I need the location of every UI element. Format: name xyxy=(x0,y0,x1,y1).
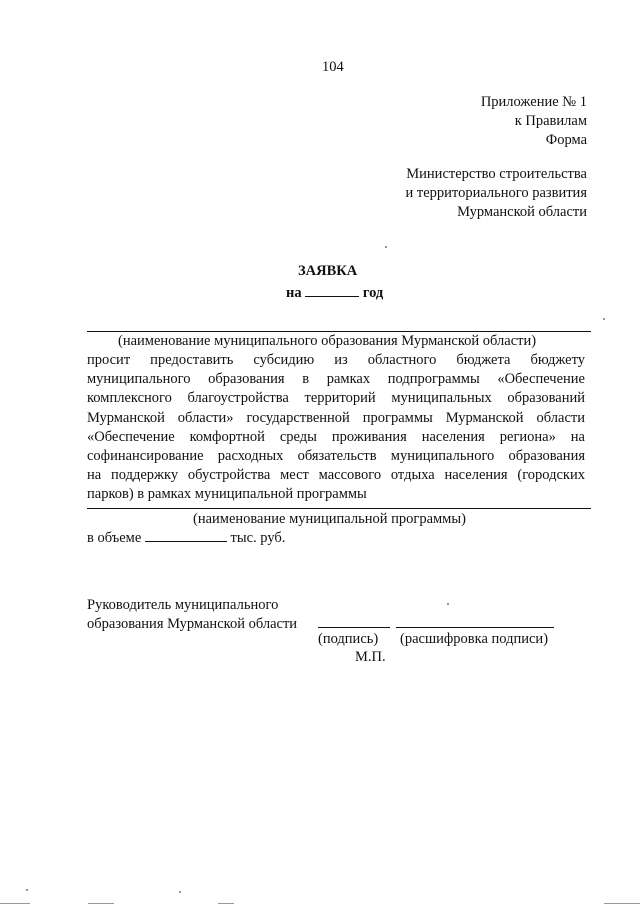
signature-decoding-line xyxy=(396,627,554,628)
addressee-line-2: и территориального развития xyxy=(405,185,587,201)
program-name-line xyxy=(87,508,591,509)
document-title: ЗАЯВКА xyxy=(298,263,358,279)
municipality-caption: (наименование муниципального образования Мурманской области) xyxy=(118,333,537,349)
addressee-line-1: Министерство строительства xyxy=(406,166,587,182)
year-suffix: год xyxy=(362,285,384,301)
amount-line xyxy=(87,527,285,548)
signatory-title-line-1: Руководитель муниципального xyxy=(87,597,279,613)
scan-speck xyxy=(603,318,605,320)
appendix-label: Приложение № 1 xyxy=(480,94,587,110)
year-prefix: на xyxy=(286,285,302,301)
signature-line xyxy=(318,627,390,628)
signature-caption: (подпись) xyxy=(318,631,379,647)
scan-speck xyxy=(179,891,181,893)
addressee-line-3: Мурманской области xyxy=(457,204,587,220)
scan-edge-mark xyxy=(604,903,640,904)
signature-decoding-caption: (расшифровка подписи) xyxy=(400,631,549,647)
paragraph-line: софинансирование расходных обязательств муниципального образования xyxy=(87,448,585,465)
paragraph-line: парков) в рамках муниципальной программы xyxy=(87,486,367,503)
stamp-label: М.П. xyxy=(355,649,386,665)
request-paragraph xyxy=(87,351,585,505)
scan-edge-mark xyxy=(218,903,234,904)
paragraph-line: просит предоставить субсидию из областного бюджета бюджету xyxy=(87,352,585,368)
amount-prefix: в объеме xyxy=(87,530,142,546)
year-blank xyxy=(305,282,359,297)
page-number: 104 xyxy=(322,59,344,75)
amount-suffix: тыс. руб. xyxy=(230,530,286,546)
form-label: Форма xyxy=(545,132,587,148)
scan-speck xyxy=(26,889,28,891)
rules-label: к Правилам xyxy=(514,113,587,129)
paragraph-line: Мурманской области» государственной программы Мурманской области xyxy=(87,409,585,426)
amount-blank xyxy=(145,527,227,542)
scan-edge-mark xyxy=(88,903,114,904)
paragraph-line: на поддержку обустройства мест массового отдыха населения (городских xyxy=(87,467,585,484)
program-caption: (наименование муниципальной программы) xyxy=(193,511,466,527)
signatory-title-line-2: образования Мурманской области xyxy=(87,616,298,632)
paragraph-line: комплексного благоустройства территорий муниципальных образований xyxy=(87,390,585,407)
paragraph-line: муниципального образования в рамках подпрограммы «Обеспечение xyxy=(87,371,585,388)
year-line xyxy=(286,282,383,303)
paragraph-line: «Обеспечение комфортной среды проживания населения региона» на xyxy=(87,428,585,445)
scan-speck xyxy=(385,246,387,248)
scan-edge-mark xyxy=(0,903,30,904)
scan-speck xyxy=(447,603,449,605)
